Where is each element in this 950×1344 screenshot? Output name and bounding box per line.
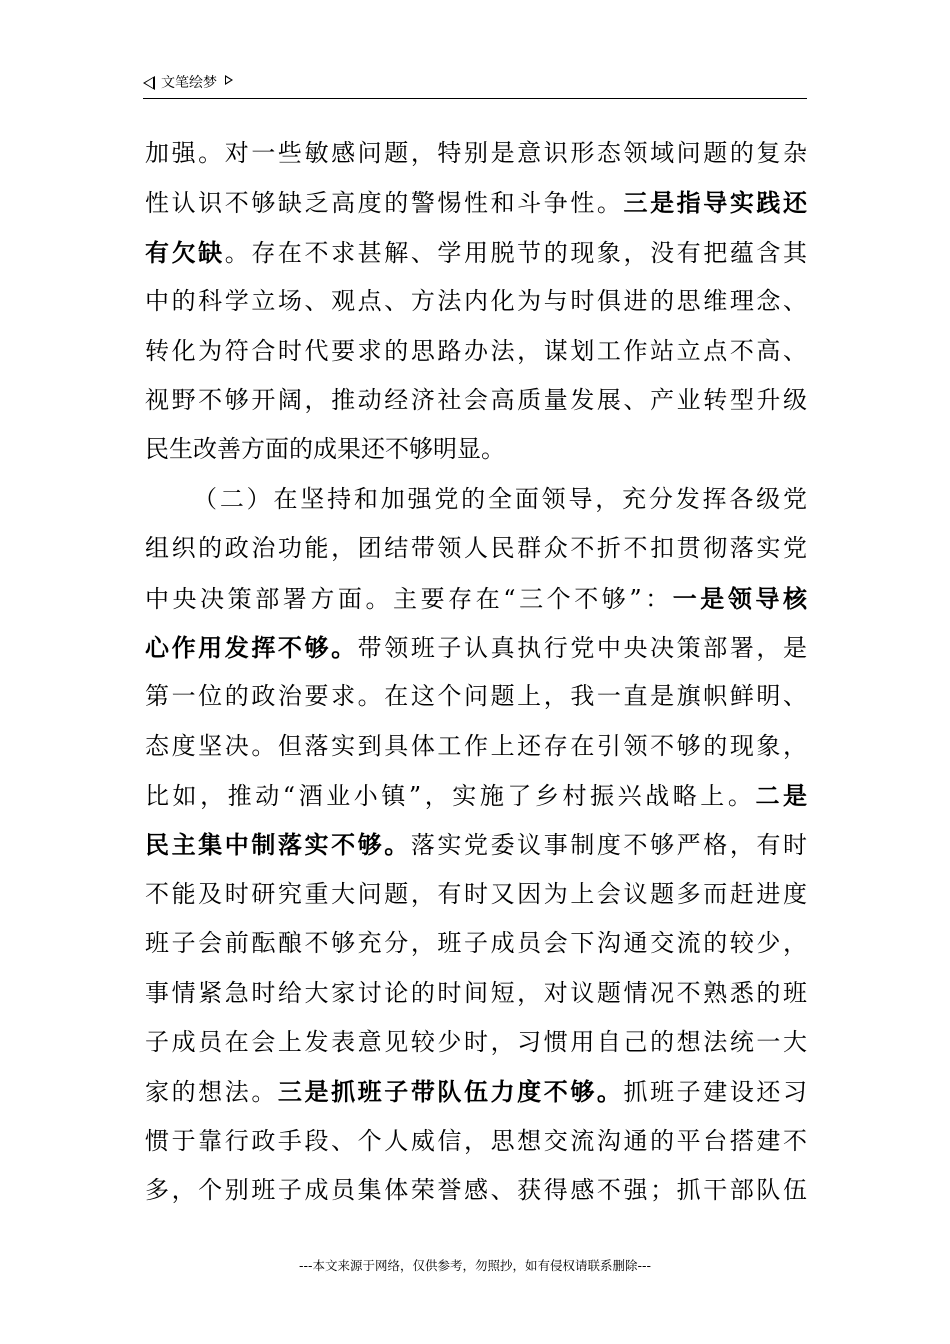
body-text: 多，个别班子成员集体荣誉感、获得感不强；抓干部队伍 <box>145 1176 807 1205</box>
body-text: 转化为符合时代要求的思路办法，谋划工作站立点不高、 <box>145 336 807 365</box>
body-text: 抓班子建设还习 <box>623 1078 808 1107</box>
text-line <box>145 228 807 277</box>
footer-notice: ---本文来源于网络，仅供参考，勿照抄，如有侵权请联系删除--- <box>298 1258 652 1273</box>
body-text: 惯于靠行政手段、个人威信，思想交流沟通的平台搭建不 <box>145 1126 807 1155</box>
triangle-left-icon <box>143 76 155 90</box>
text-line <box>145 277 807 326</box>
body-text: 第一位的政治要求。在这个问题上，我一直是旗帜鲜明、 <box>145 682 807 711</box>
page-header <box>143 72 807 99</box>
header-brand <box>143 74 233 92</box>
text-line <box>145 178 807 227</box>
bold-heading-text: 民主集中制落实不够。 <box>145 830 411 860</box>
bold-heading-text: 有欠缺 <box>145 237 225 267</box>
body-text: （二）在坚持和加强党的全面领导，充分发挥各级党 <box>193 484 807 513</box>
body-text: 班子会前酝酿不够充分，班子成员会下沟通交流的较少， <box>145 929 807 958</box>
body-text: 视野不够开阔，推动经济社会高质量发展、产业转型升级 <box>145 385 807 414</box>
text-line <box>145 672 807 721</box>
text-line <box>145 1117 807 1166</box>
text-line <box>145 919 807 968</box>
body-text: 中央决策部署方面。主要存在“三个不够”： <box>145 584 673 613</box>
text-line <box>145 1166 807 1215</box>
text-line <box>145 1067 807 1116</box>
bold-heading-text: 心作用发挥不够。 <box>145 632 358 662</box>
bold-heading-text: 一是领导核 <box>672 583 807 613</box>
text-line <box>145 623 807 672</box>
text-line <box>145 327 807 376</box>
text-line <box>145 376 807 425</box>
text-line <box>145 129 807 178</box>
text-line <box>145 771 807 820</box>
text-line <box>145 524 807 573</box>
text-line <box>145 425 807 474</box>
bold-heading-text: 二是 <box>755 781 807 811</box>
text-line <box>145 475 807 524</box>
text-line <box>145 820 807 869</box>
body-text: 带领班子认真执行党中央决策部署，是 <box>357 633 808 662</box>
body-text: 比如，推动“酒业小镇”，实施了乡村振兴战略上。 <box>145 782 756 811</box>
body-text: 落实党委议事制度不够严格，有时 <box>410 831 808 860</box>
document-body <box>145 129 807 1216</box>
body-text: 加强。对一些敏感问题，特别是意识形态领域问题的复杂 <box>145 139 807 167</box>
text-line <box>145 574 807 623</box>
text-line <box>145 870 807 919</box>
triangle-right-icon <box>225 75 233 85</box>
text-line <box>145 969 807 1018</box>
body-text: 民生改善方面的成果还不够明显。 <box>145 435 505 464</box>
bold-heading-text: 三是指导实践还 <box>623 188 807 218</box>
body-text: 。存在不求甚解、学用脱节的现象，没有把蕴含其 <box>224 238 807 267</box>
body-text: 事情紧急时给大家讨论的时间短，对议题情况不熟悉的班 <box>145 978 807 1007</box>
header-brand-text: 文笔绘梦 <box>161 75 217 91</box>
body-text: 性认识不够缺乏高度的警惕性和斗争性。 <box>145 189 624 218</box>
text-line <box>145 722 807 771</box>
body-text: 中的科学立场、观点、方法内化为与时俱进的思维理念、 <box>145 287 807 316</box>
body-text: 不能及时研究重大问题，有时又因为上会议题多而赶进度 <box>145 879 807 908</box>
body-text: 家的想法。 <box>145 1078 278 1107</box>
body-text: 组织的政治功能，团结带领人民群众不折不扣贯彻落实党 <box>145 534 807 563</box>
bold-heading-text: 三是抓班子带队伍力度不够。 <box>277 1077 624 1107</box>
body-text: 子成员在会上发表意见较少时，习惯用自己的想法统一大 <box>145 1028 807 1057</box>
body-text: 态度坚决。但落实到具体工作上还存在引领不够的现象， <box>145 731 807 760</box>
text-line <box>145 1018 807 1067</box>
